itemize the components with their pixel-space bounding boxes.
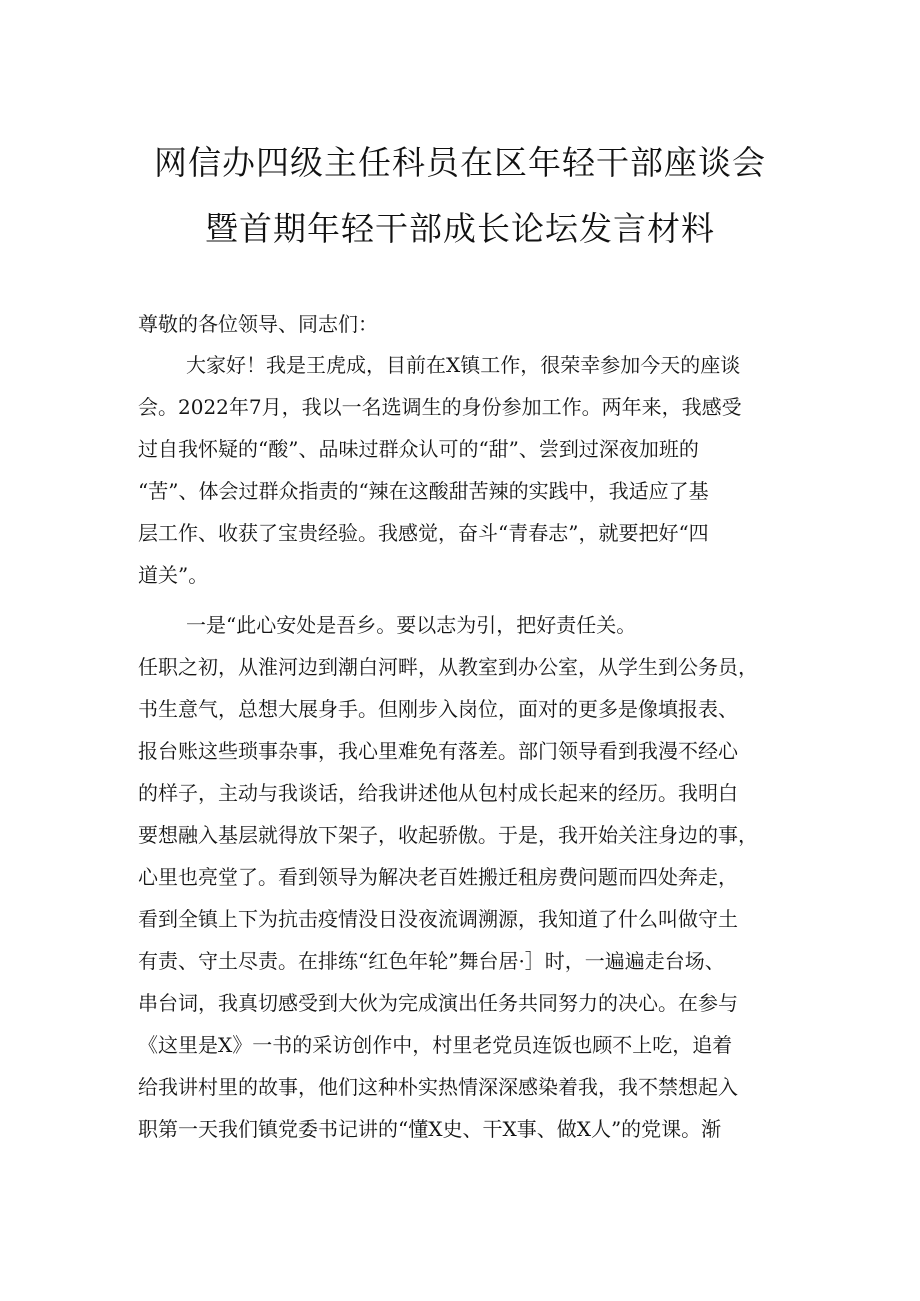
body-line: 给我讲村里的故事，他们这种朴实热情深深感染着我，我不禁想起入	[138, 1075, 738, 1099]
body-line: 有责、守土尽责。在排练“红色年轮”舞台居·］时，一遍遍走台场、	[138, 949, 725, 973]
body-line: 会。2022年7月，我以一名选调生的身份参加工作。两年来，我感受	[138, 395, 742, 419]
body-line: 道关”。	[138, 563, 209, 587]
body-line: 职第一天我们镇党委书记讲的“懂X史、干X事、做X人”的党课。渐	[138, 1117, 722, 1141]
body-line: 过自我怀疑的“酸”、品味过群众认可的“甜”、尝到过深夜加班的	[138, 437, 699, 461]
body-line: 看到全镇上下为抗击疫情没日没夜流调溯源，我知道了什么叫做守土	[138, 907, 738, 931]
body-line: 报台账这些琐事杂事，我心里难免有落差。部门领导看到我漫不经心	[138, 739, 738, 763]
body-line: 层工作、收获了宝贵经验。我感觉，奋斗“青春志”，就要把好“四	[138, 521, 709, 545]
body-line: 的样子，主动与我谈话，给我讲述他从包村成长起来的经历。我明白	[138, 781, 738, 805]
body-line: 任职之初，从淮河边到潮白河畔，从教室到办公室，从学生到公务员，	[138, 655, 758, 679]
body-line: 《这里是X》一书的采访创作中，村里老党员连饭也顾不上吃，追着	[138, 1033, 733, 1057]
body-line: 大家好！我是王虎成，目前在X镇工作，很荣幸参加今天的座谈	[186, 353, 741, 377]
section-heading-line: 一是“此心安处是吾乡。要以志为引，把好责任关。	[186, 613, 637, 637]
document-title-line-2: 暨首期年轻干部成长论坛发言材料	[205, 209, 715, 248]
body-line: 要想融入基层就得放下架子，收起骄傲。于是，我开始关注身边的事，	[138, 823, 758, 847]
salutation-line: 尊敬的各位领导、同志们：	[138, 312, 378, 336]
body-line: 串台词，我真切感受到大伙为完成演出任务共同努力的决心。在参与	[138, 991, 738, 1015]
body-line: 心里也亮堂了。看到领导为解决老百姓搬迁租房费问题而四处奔走，	[138, 865, 738, 889]
document-title-line-1: 网信办四级主任科员在区年轻干部座谈会	[154, 143, 766, 182]
body-line: “苦”、体会过群众指责的“辣在这酸甜苦辣的实践中，我适应了基	[138, 479, 709, 503]
body-line: 书生意气，总想大展身手。但刚步入岗位，面对的更多是像填报表、	[138, 697, 738, 721]
